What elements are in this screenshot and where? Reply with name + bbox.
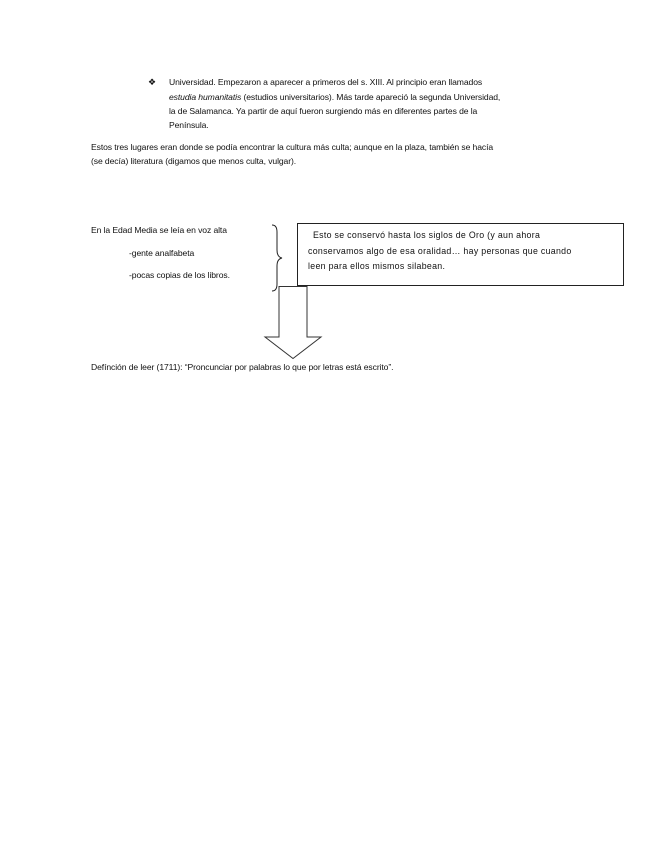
bullet-line-2-rest: (estudios universitarios). Más tarde apareció la segunda Universidad, [241,92,501,102]
paragraph-line-1: Estos tres lugares eran donde se podía encontrar la cultura más culta; aunque en la plaza, también se hacía [91,142,494,152]
bullet-line-3: la de Salamanca. Ya partir de aquí fueron surgiendo más en diferentes partes de la [169,106,478,116]
bullet-line-2 [169,91,500,104]
note-line-2: conservamos algo de esa oralidad… hay personas que cuando [308,245,572,256]
bullet-diamond-icon: ❖ [148,77,157,87]
bullet-line-4: Península. [169,120,209,130]
edad-media-item-2: -pocas copias de los libros. [129,270,230,280]
note-line-1: Esto se conservó hasta los siglos de Oro (y aun ahora [313,230,541,240]
bullet-line-1: Universidad. Empezaron a aparecer a primeros del s. XIII. Al principio eran llamados [169,77,483,87]
curly-brace-icon [266,224,286,292]
latin-term: estudia humanitatis [169,92,242,102]
edad-media-item-1: -gente analfabeta [129,248,195,258]
note-box [297,223,624,286]
paragraph-line-2: (se decía) literatura (digamos que menos culta, vulgar). [91,156,297,166]
down-arrow-icon [263,286,323,360]
definition-line: Defínción de leer (1711): “Proncunciar por palabras lo que por letras está escrito”. [91,362,394,372]
note-line-3: leen para ellos mismos silabean. [308,261,446,271]
edad-media-heading: En la Edad Media se leía en voz alta [91,225,227,235]
